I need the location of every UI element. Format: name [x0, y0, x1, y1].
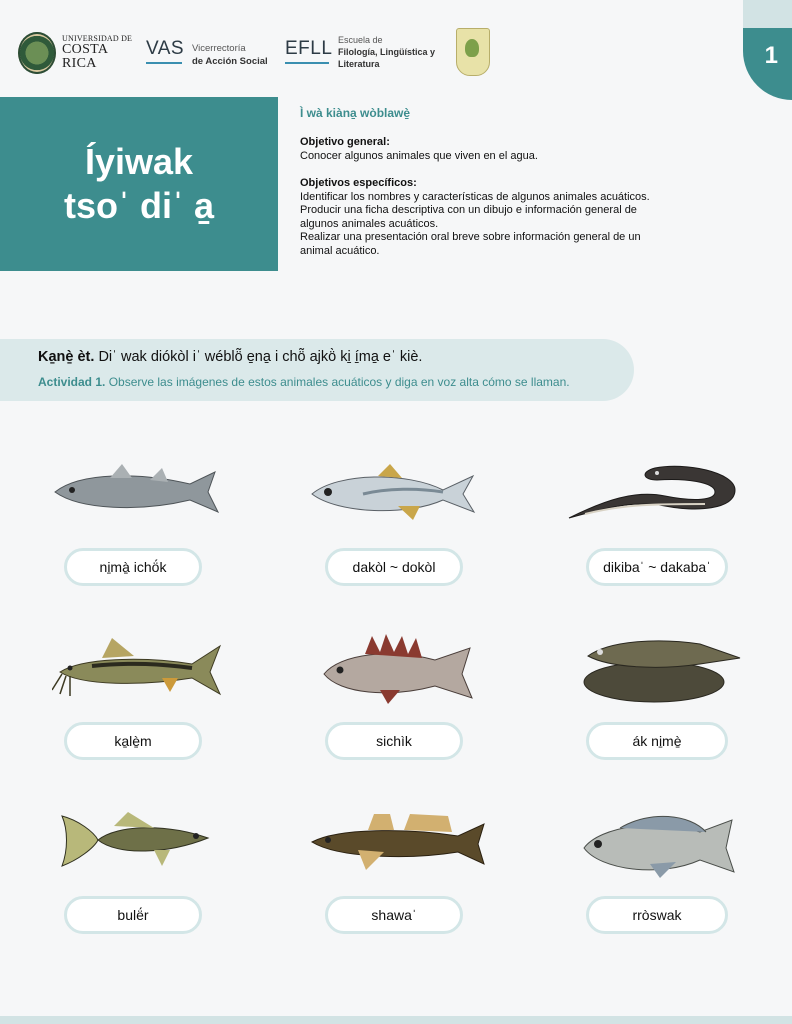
animal-name-3: dikibaˈ ~ dakabaˈ	[586, 548, 728, 586]
activity-bribri-instruction: Ka̱nè̱ èt. Diˈ wak diókòl iˈ wéblö̃ e̱na̱ i chö̃ ajkö̀ ki̱ í̱ma̱ eˈ kiè.	[38, 349, 423, 365]
eel-icon	[565, 460, 741, 532]
fish-on-rock-icon	[580, 630, 744, 704]
specific-objective-2a: Producir una ficha descriptiva con un dibujo e información general de	[300, 204, 637, 216]
efll-subtitle: Escuela de Filología, Lingüística y Literatura	[338, 35, 436, 69]
objectives	[300, 136, 700, 258]
specific-objective-1: Identificar los nombres y características de algunos animales acuáticos.	[300, 190, 650, 203]
molly-fish-icon	[58, 806, 214, 872]
specific-objective-3b: animal acuático.	[300, 244, 380, 257]
title-block	[0, 97, 278, 271]
vas-underline	[146, 62, 182, 64]
animal-name-6: ák ni̱mè̱	[586, 722, 728, 760]
vas-subtitle: Vicerrectoría de Acción Social	[192, 43, 268, 67]
general-objective-text: Conocer algunos animales que viven en el agua.	[300, 149, 538, 162]
animal-name-8: shawaˈ	[325, 896, 463, 934]
animal-name-7: bulë́r	[64, 896, 202, 934]
animal-name-5: sichìk	[325, 722, 463, 760]
specific-objective-2b: algunos animales acuáticos.	[300, 217, 439, 230]
title-line2: tsoˈ diˈ a̱	[64, 185, 214, 226]
tilapia-icon	[580, 808, 736, 880]
efll-underline	[285, 62, 329, 64]
page-number: 1	[764, 42, 778, 69]
animal-name-4: ka̱lè̱m	[64, 722, 202, 760]
ucr-logo	[18, 30, 138, 76]
general-objective-label: Objetivo general:	[300, 136, 390, 148]
snapper-icon	[320, 632, 478, 706]
efll-logo: EFLL	[285, 38, 333, 59]
ucr-name-line1: UNIVERSIDAD DE	[62, 34, 133, 43]
catfish-icon	[52, 632, 224, 702]
specific-objective-3a: Realizar una presentación oral breve sobre información general de un	[300, 231, 641, 243]
corner-tab-top	[743, 0, 792, 28]
animal-name-1: ni̱mà̱ ichö́k	[64, 548, 202, 586]
silver-fish-icon	[308, 462, 478, 522]
goby-icon	[308, 812, 486, 876]
ucr-name-line2: COSTA RICA	[62, 42, 108, 71]
activity-instruction: Actividad 1. Observe las imágenes de estos animales acuáticos y diga en voz alta cómo se llaman.	[38, 375, 570, 389]
title-line1: Íyiwak	[84, 141, 194, 182]
vas-logo: VAS	[146, 38, 185, 59]
ucr-seal-icon	[18, 32, 56, 74]
animal-name-9: rròswak	[586, 896, 728, 934]
footer-bar	[0, 1016, 792, 1024]
animal-name-2: dakòl ~ dokòl	[325, 548, 463, 586]
school-shield-icon	[456, 28, 490, 76]
grey-fish-icon	[50, 460, 222, 520]
specific-objectives-label: Objetivos específicos:	[300, 177, 417, 189]
section-subheading: Ì wà kiàna̱ wòblawè̱	[300, 106, 411, 120]
